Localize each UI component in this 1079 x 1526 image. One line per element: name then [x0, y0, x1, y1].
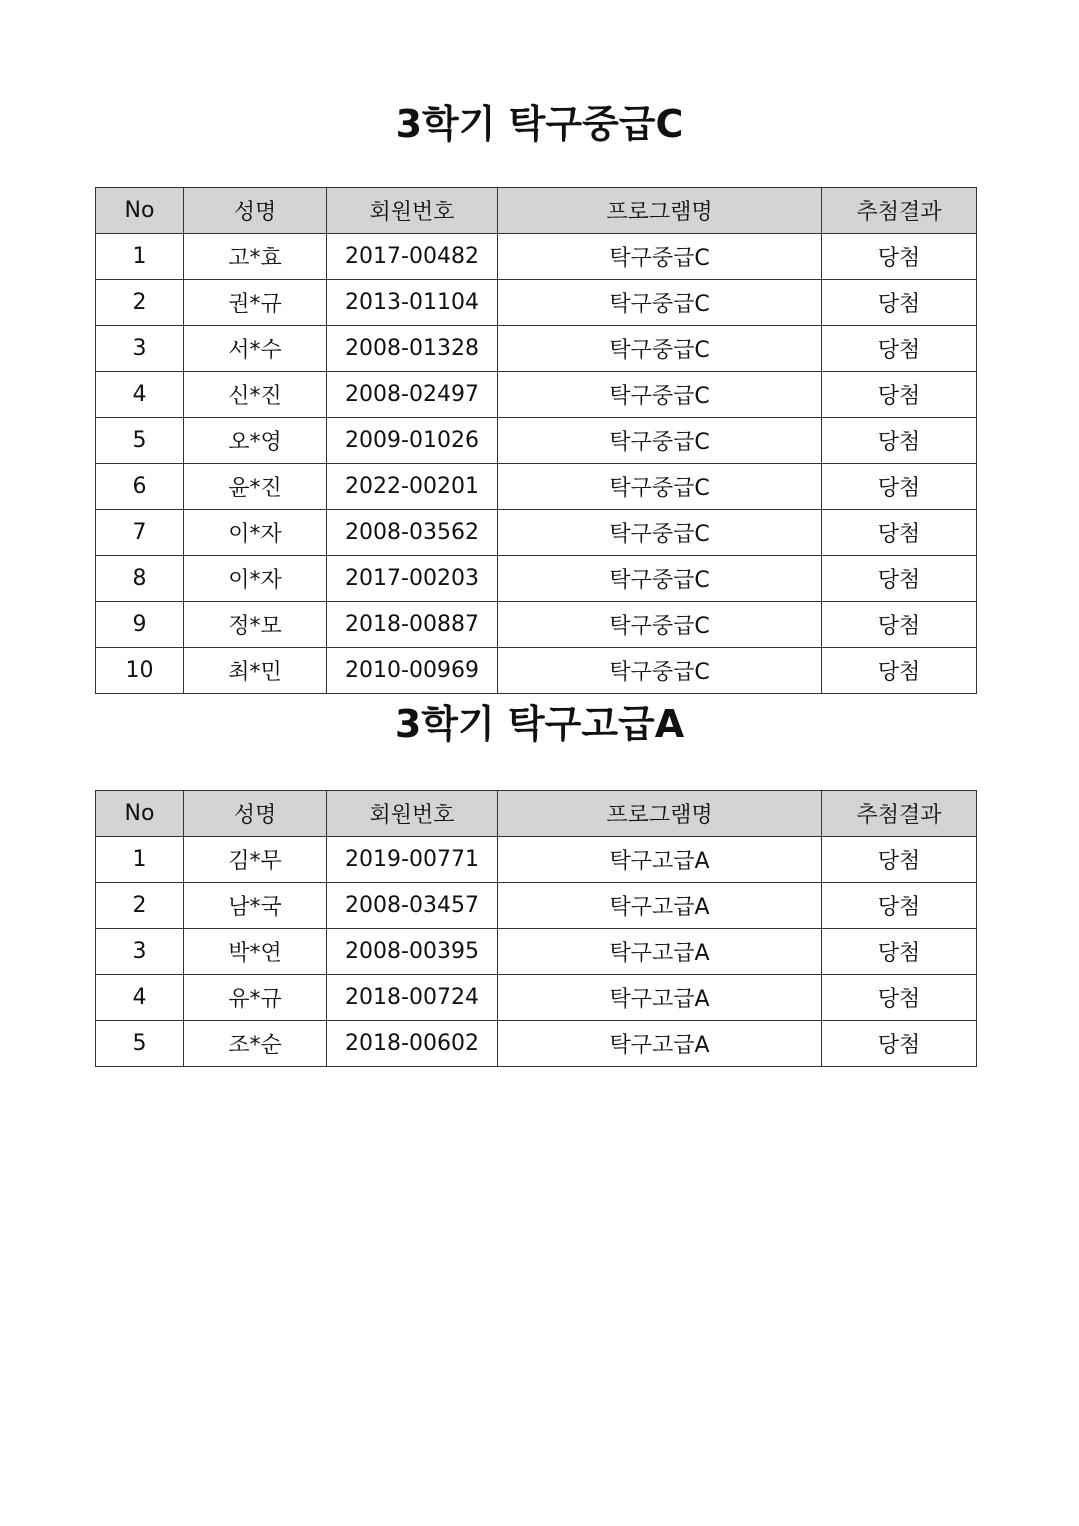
table-row: [96, 280, 977, 326]
cell-member-number: 2018-00724: [327, 975, 498, 1021]
cell-name: 신*진: [184, 372, 327, 418]
lottery-result-table: [95, 790, 977, 1067]
table-row: [96, 602, 977, 648]
cell-lottery-result: 당첨: [822, 280, 977, 326]
cell-lottery-result: 당첨: [822, 975, 977, 1021]
cell-no: 8: [96, 556, 184, 602]
table-row: [96, 1021, 977, 1067]
lottery-result-table: [95, 187, 977, 694]
header-name: 성명: [184, 791, 327, 837]
table-row: [96, 418, 977, 464]
table-row: [96, 234, 977, 280]
cell-member-number: 2008-03562: [327, 510, 498, 556]
cell-no: 6: [96, 464, 184, 510]
cell-program-name: 탁구고급A: [498, 837, 822, 883]
cell-name: 서*수: [184, 326, 327, 372]
cell-program-name: 탁구고급A: [498, 1021, 822, 1067]
cell-member-number: 2008-02497: [327, 372, 498, 418]
header-name: 성명: [184, 188, 327, 234]
cell-program-name: 탁구중급C: [498, 602, 822, 648]
cell-name: 최*민: [184, 648, 327, 694]
header-member-number: 회원번호: [327, 188, 498, 234]
cell-program-name: 탁구중급C: [498, 418, 822, 464]
cell-program-name: 탁구중급C: [498, 372, 822, 418]
cell-program-name: 탁구고급A: [498, 883, 822, 929]
header-lottery-result: 추첨결과: [822, 188, 977, 234]
cell-lottery-result: 당첨: [822, 234, 977, 280]
cell-lottery-result: 당첨: [822, 883, 977, 929]
table-row: [96, 326, 977, 372]
table-row: [96, 510, 977, 556]
cell-program-name: 탁구고급A: [498, 929, 822, 975]
cell-member-number: 2009-01026: [327, 418, 498, 464]
cell-name: 오*영: [184, 418, 327, 464]
section-title: 3학기 탁구고급A: [394, 702, 685, 746]
cell-no: 5: [96, 418, 184, 464]
cell-lottery-result: 당첨: [822, 648, 977, 694]
cell-member-number: 2017-00203: [327, 556, 498, 602]
table-row: [96, 929, 977, 975]
cell-lottery-result: 당첨: [822, 929, 977, 975]
cell-program-name: 탁구고급A: [498, 975, 822, 1021]
cell-program-name: 탁구중급C: [498, 464, 822, 510]
cell-program-name: 탁구중급C: [498, 326, 822, 372]
cell-member-number: 2017-00482: [327, 234, 498, 280]
cell-no: 2: [96, 883, 184, 929]
cell-member-number: 2010-00969: [327, 648, 498, 694]
cell-program-name: 탁구중급C: [498, 556, 822, 602]
cell-name: 정*모: [184, 602, 327, 648]
header-program-name: 프로그램명: [498, 188, 822, 234]
cell-program-name: 탁구중급C: [498, 648, 822, 694]
cell-no: 7: [96, 510, 184, 556]
table-row: [96, 556, 977, 602]
cell-member-number: 2019-00771: [327, 837, 498, 883]
cell-no: 9: [96, 602, 184, 648]
cell-no: 4: [96, 975, 184, 1021]
cell-member-number: 2008-01328: [327, 326, 498, 372]
table-row: [96, 837, 977, 883]
cell-lottery-result: 당첨: [822, 372, 977, 418]
cell-name: 유*규: [184, 975, 327, 1021]
cell-lottery-result: 당첨: [822, 510, 977, 556]
cell-lottery-result: 당첨: [822, 837, 977, 883]
cell-name: 윤*진: [184, 464, 327, 510]
cell-member-number: 2018-00602: [327, 1021, 498, 1067]
table-row: [96, 883, 977, 929]
cell-name: 김*무: [184, 837, 327, 883]
cell-lottery-result: 당첨: [822, 326, 977, 372]
table-row: [96, 372, 977, 418]
cell-no: 2: [96, 280, 184, 326]
table-header-row: [96, 791, 977, 837]
cell-program-name: 탁구중급C: [498, 510, 822, 556]
cell-member-number: 2008-00395: [327, 929, 498, 975]
cell-name: 권*규: [184, 280, 327, 326]
cell-name: 남*국: [184, 883, 327, 929]
cell-program-name: 탁구중급C: [498, 234, 822, 280]
table-row: [96, 464, 977, 510]
cell-program-name: 탁구중급C: [498, 280, 822, 326]
header-no: No: [96, 791, 184, 837]
cell-lottery-result: 당첨: [822, 602, 977, 648]
table-row: [96, 975, 977, 1021]
cell-lottery-result: 당첨: [822, 418, 977, 464]
table-row: [96, 648, 977, 694]
cell-member-number: 2018-00887: [327, 602, 498, 648]
cell-no: 5: [96, 1021, 184, 1067]
cell-no: 3: [96, 929, 184, 975]
cell-name: 조*순: [184, 1021, 327, 1067]
cell-lottery-result: 당첨: [822, 556, 977, 602]
header-program-name: 프로그램명: [498, 791, 822, 837]
header-no: No: [96, 188, 184, 234]
cell-lottery-result: 당첨: [822, 464, 977, 510]
section-title: 3학기 탁구중급C: [395, 102, 684, 146]
cell-no: 3: [96, 326, 184, 372]
cell-no: 10: [96, 648, 184, 694]
cell-member-number: 2013-01104: [327, 280, 498, 326]
cell-name: 이*자: [184, 510, 327, 556]
cell-member-number: 2022-00201: [327, 464, 498, 510]
cell-name: 이*자: [184, 556, 327, 602]
header-member-number: 회원번호: [327, 791, 498, 837]
cell-name: 박*연: [184, 929, 327, 975]
table-header-row: [96, 188, 977, 234]
cell-lottery-result: 당첨: [822, 1021, 977, 1067]
cell-name: 고*효: [184, 234, 327, 280]
cell-no: 1: [96, 234, 184, 280]
cell-no: 1: [96, 837, 184, 883]
cell-no: 4: [96, 372, 184, 418]
header-lottery-result: 추첨결과: [822, 791, 977, 837]
cell-member-number: 2008-03457: [327, 883, 498, 929]
